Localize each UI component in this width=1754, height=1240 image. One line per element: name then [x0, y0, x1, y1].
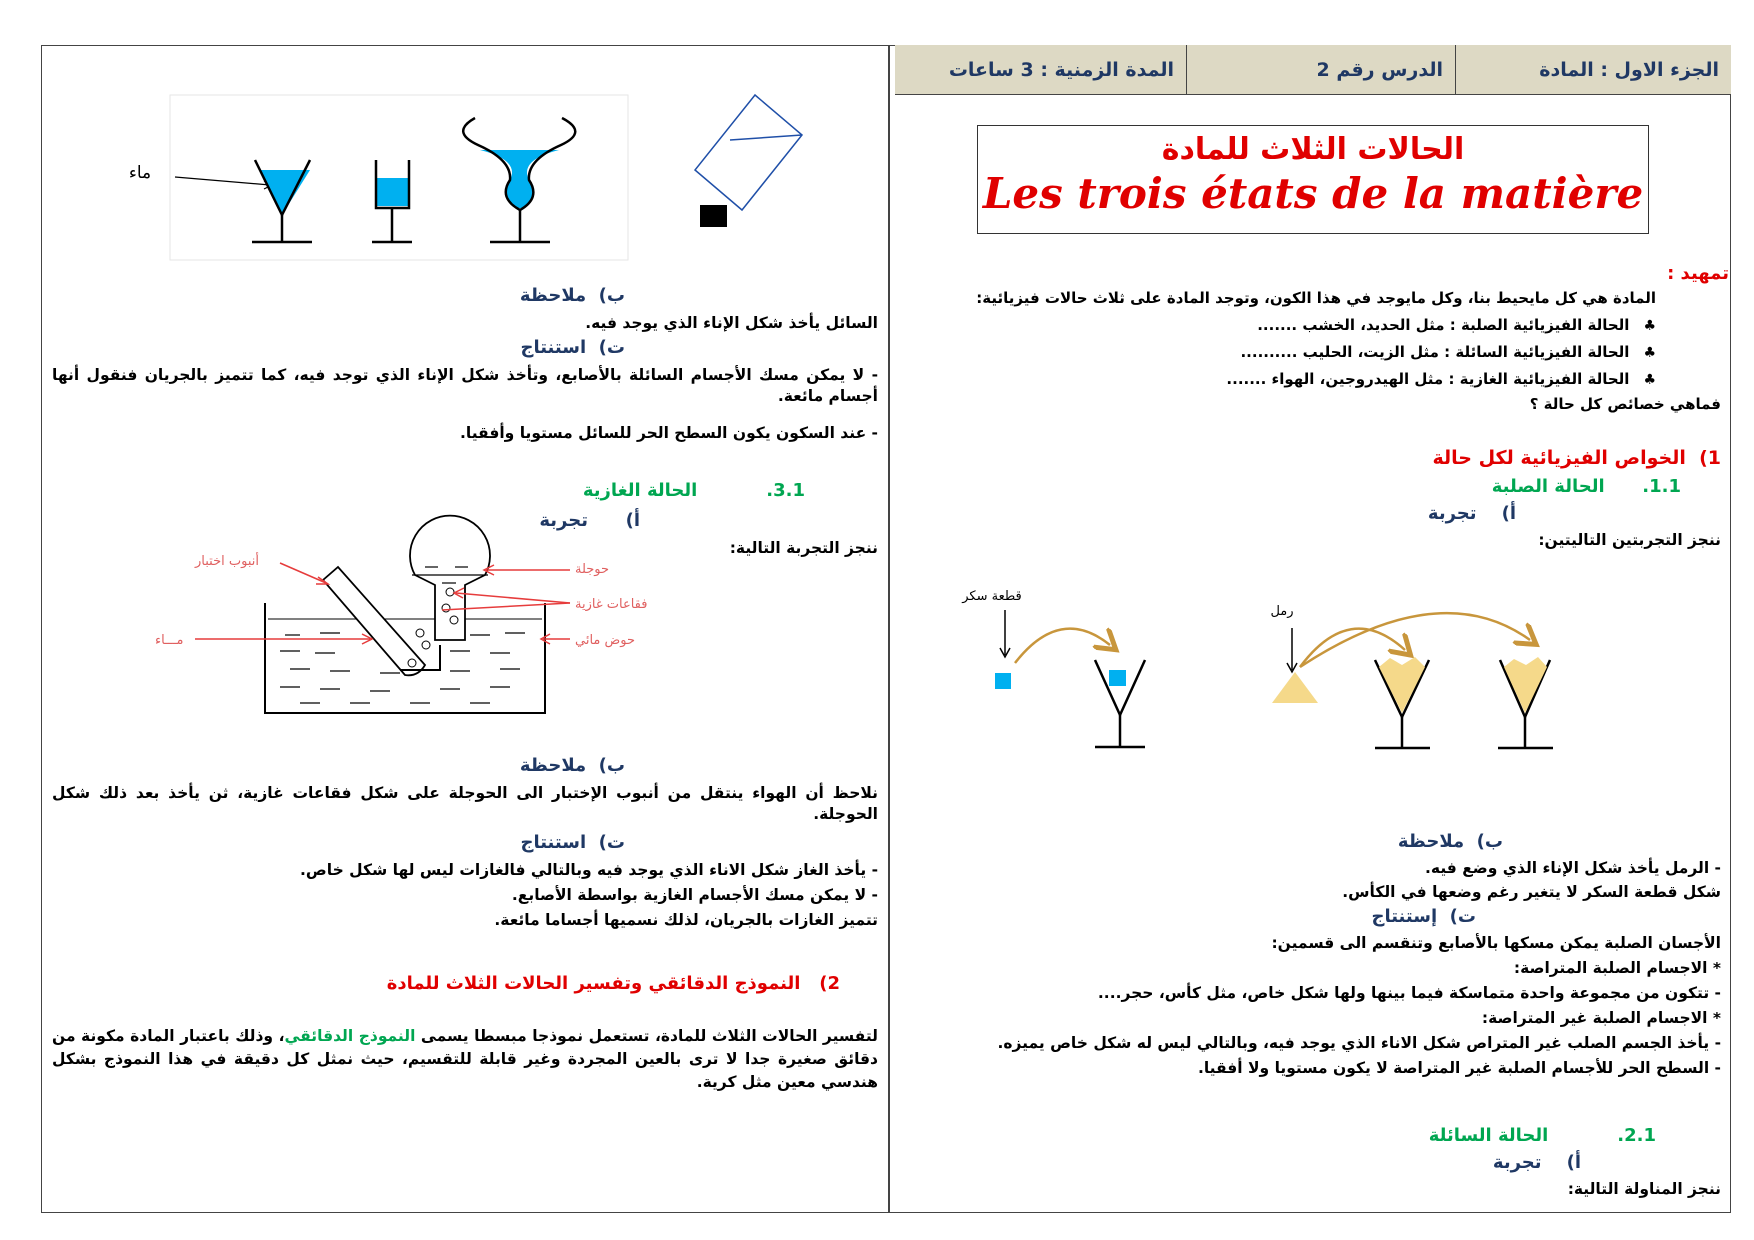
club-icon: ♣: [1643, 318, 1656, 334]
liquid-conc-line-2: - عند السكون يكون السطح الحر للسائل مستويا وأفقيا.: [460, 424, 878, 442]
title-arabic: الحالات الثلاث للمادة: [1161, 132, 1465, 167]
bubbles-label: فقاعات غازية: [575, 597, 648, 612]
water-label: ماء: [128, 163, 152, 183]
intro-heading: تمهيد :: [1667, 263, 1729, 284]
solid-conc-line-4: * الاجسام الصلبة غير المتراصة:: [1481, 1009, 1721, 1027]
column-divider: [888, 45, 890, 1213]
club-icon: ♣: [1643, 372, 1656, 388]
header-part: الجزء الاول : المادة: [1456, 45, 1731, 95]
sand-label: رمل: [1270, 604, 1294, 619]
glass-sand-2-icon: [1498, 657, 1553, 748]
gas-conc-heading: ت) استنتاج: [520, 832, 625, 853]
liquid-experiment-figure: [110, 90, 870, 265]
tilted-container-icon: [695, 95, 802, 227]
solid-conc-heading: ت) إستنتاج: [1371, 906, 1476, 927]
basin-label: حوض مائي: [575, 633, 635, 648]
intro-item-1: ♣الحالة الفيزيائية الصلبة : مثل الحديد، الخشب .......: [1257, 316, 1656, 334]
solid-conc-line-5: - يأخذ الجسم الصلب غير المتراص شكل الاناء الذي يوجد فيه، وبالتالي ليس له شكل خاص يميزه.: [997, 1034, 1721, 1052]
flask-label: حوجلة: [575, 562, 610, 577]
sugar-arrow: [1015, 629, 1110, 663]
test-tube-icon: [323, 567, 440, 675]
gas-exp-text: ننجز التجربة التالية:: [729, 539, 878, 557]
solid-conc-line-2: * الاجسام الصلبة المتراصة:: [1513, 959, 1721, 977]
gas-obs-heading: ب) ملاحظة: [519, 755, 625, 776]
gas-obs-text: نلاحظ أن الهواء ينتقل من أنبوب الإختبار الى الحوجلة على شكل فقاعات غازية، ثن يأخذ بعد ذلك شكل الحوجلة.: [52, 784, 878, 823]
solid-heading: 1.1. الحالة الصلبة: [1491, 476, 1681, 497]
intro-question: فماهي خصائص كل حالة ؟: [1529, 395, 1721, 413]
title-box: [977, 125, 1649, 234]
tube-label: أنبوب اختبار: [195, 554, 259, 569]
liquid-heading: 2.1. الحالة السائلة: [1428, 1125, 1656, 1146]
section1-heading: 1) الخواص الفيزيائية لكل حالة: [1432, 447, 1721, 469]
water-gas-label: مـــاء: [155, 633, 184, 648]
glass-sugar-icon: [1095, 660, 1145, 747]
solid-conc-line-1: الأجسان الصلبة يمكن مسكها بالأصابع وتنقسم الى قسمين:: [1271, 934, 1721, 952]
liquid-obs-text: السائل يأخذ شكل الإناء الذي يوجد فيه.: [585, 314, 878, 332]
solid-obs-line-2: شكل قطعة السكر لا يتغير رغم وضعها في الكأس.: [1342, 883, 1721, 901]
intro-line: المادة هي كل مايحيط بنا، وكل مايوجد في هذا الكون، وتوجد المادة على ثلاث حالات فيزيائية:: [976, 289, 1656, 307]
solid-obs-heading: ب) ملاحظة: [1397, 831, 1503, 852]
header-lesson: الدرس رقم 2: [1186, 45, 1456, 95]
flask-icon: [410, 516, 490, 640]
solid-obs-line-1: - الرمل يأخذ شكل الإناء الذي وضع فيه.: [1425, 859, 1721, 877]
liquid-obs-heading: ب) ملاحظة: [519, 285, 625, 306]
particle-model-term: النموذج الدقائقي: [284, 1027, 416, 1045]
intro-item-3: ♣الحالة الفيزيائية الغازية : مثل الهيدروجين، الهواء .......: [1226, 370, 1656, 388]
sugar-label: قطعة سكر: [962, 589, 1022, 604]
solid-experiment-figure: [962, 585, 1570, 780]
liquid-exp-text: ننجز المناولة التالية:: [1567, 1180, 1721, 1198]
solid-conc-line-3: - تتكون من مجموعة واحدة متماسكة فيما بينها ولها شكل خاص، مثل كأس، حجر....: [1097, 984, 1721, 1002]
section2-heading: 2) النموذج الدقائقي وتفسير الحالات الثلاث للمادة: [386, 973, 840, 994]
glass-sand-1-icon: [1375, 657, 1430, 748]
gas-exp-heading: أ) تجربة: [539, 510, 640, 531]
sugar-cube-icon: [995, 673, 1011, 689]
club-icon: ♣: [1643, 345, 1656, 361]
intro-item-2: ♣الحالة الفيزيائية السائلة : مثل الزيت، الحليب ..........: [1240, 343, 1656, 361]
gas-conc-line-3: تتميز الغازات بالجريان، لذلك نسميها أجساما مائعة.: [494, 911, 878, 929]
solid-exp-text: ننجز التجربتين التاليتين:: [1538, 531, 1721, 549]
gas-conc-line-1: - يأخذ الغاز شكل الاناء الذي يوجد فيه وبالتالي فالغازات ليس لها شكل خاص.: [300, 861, 878, 879]
liquid-figure-panel: [170, 95, 628, 260]
liquid-exp-heading: أ) تجربة: [1492, 1152, 1581, 1173]
solid-exp-heading: أ) تجربة: [1427, 503, 1516, 524]
liquid-conc-line-1: - لا يمكن مسك الأجسام السائلة بالأصابع، وتأخذ شكل الإناء الذي توجد فيه، كما تتميز بالجريان فنقول أنها أجسام مائعة.: [52, 366, 878, 405]
section2-text: لتفسير الحالات الثلاث للمادة، تستعمل نموذجا مبسطا يسمى النموذج الدقائقي، وذلك باعتبار المادة مكونة من دقائق صغيرة جدا لا ترى بالعين المجردة وغير قابلة للتقسيم، حيث نمثل كل دقيقة في هذا النموذج بشكل هندسي معين مثل كرية.: [52, 1027, 878, 1091]
gas-conc-line-2: - لا يمكن مسك الأجسام الغازية بواسطة الأصابع.: [511, 886, 878, 904]
sand-pile-icon: [1272, 672, 1318, 703]
header-duration: المدة الزمنية : 3 ساعات: [895, 45, 1186, 95]
gas-heading: 3.1. الحالة الغازية: [582, 480, 805, 501]
gas-experiment-figure: [150, 545, 690, 725]
solid-conc-line-6: - السطح الحر للأجسام الصلبة غير المتراصة لا يكون مستويا ولا أفقيا.: [1197, 1059, 1721, 1077]
liquid-conc-heading: ت) استنتاج: [520, 337, 625, 358]
title-french: Les trois états de la matière: [982, 169, 1644, 218]
